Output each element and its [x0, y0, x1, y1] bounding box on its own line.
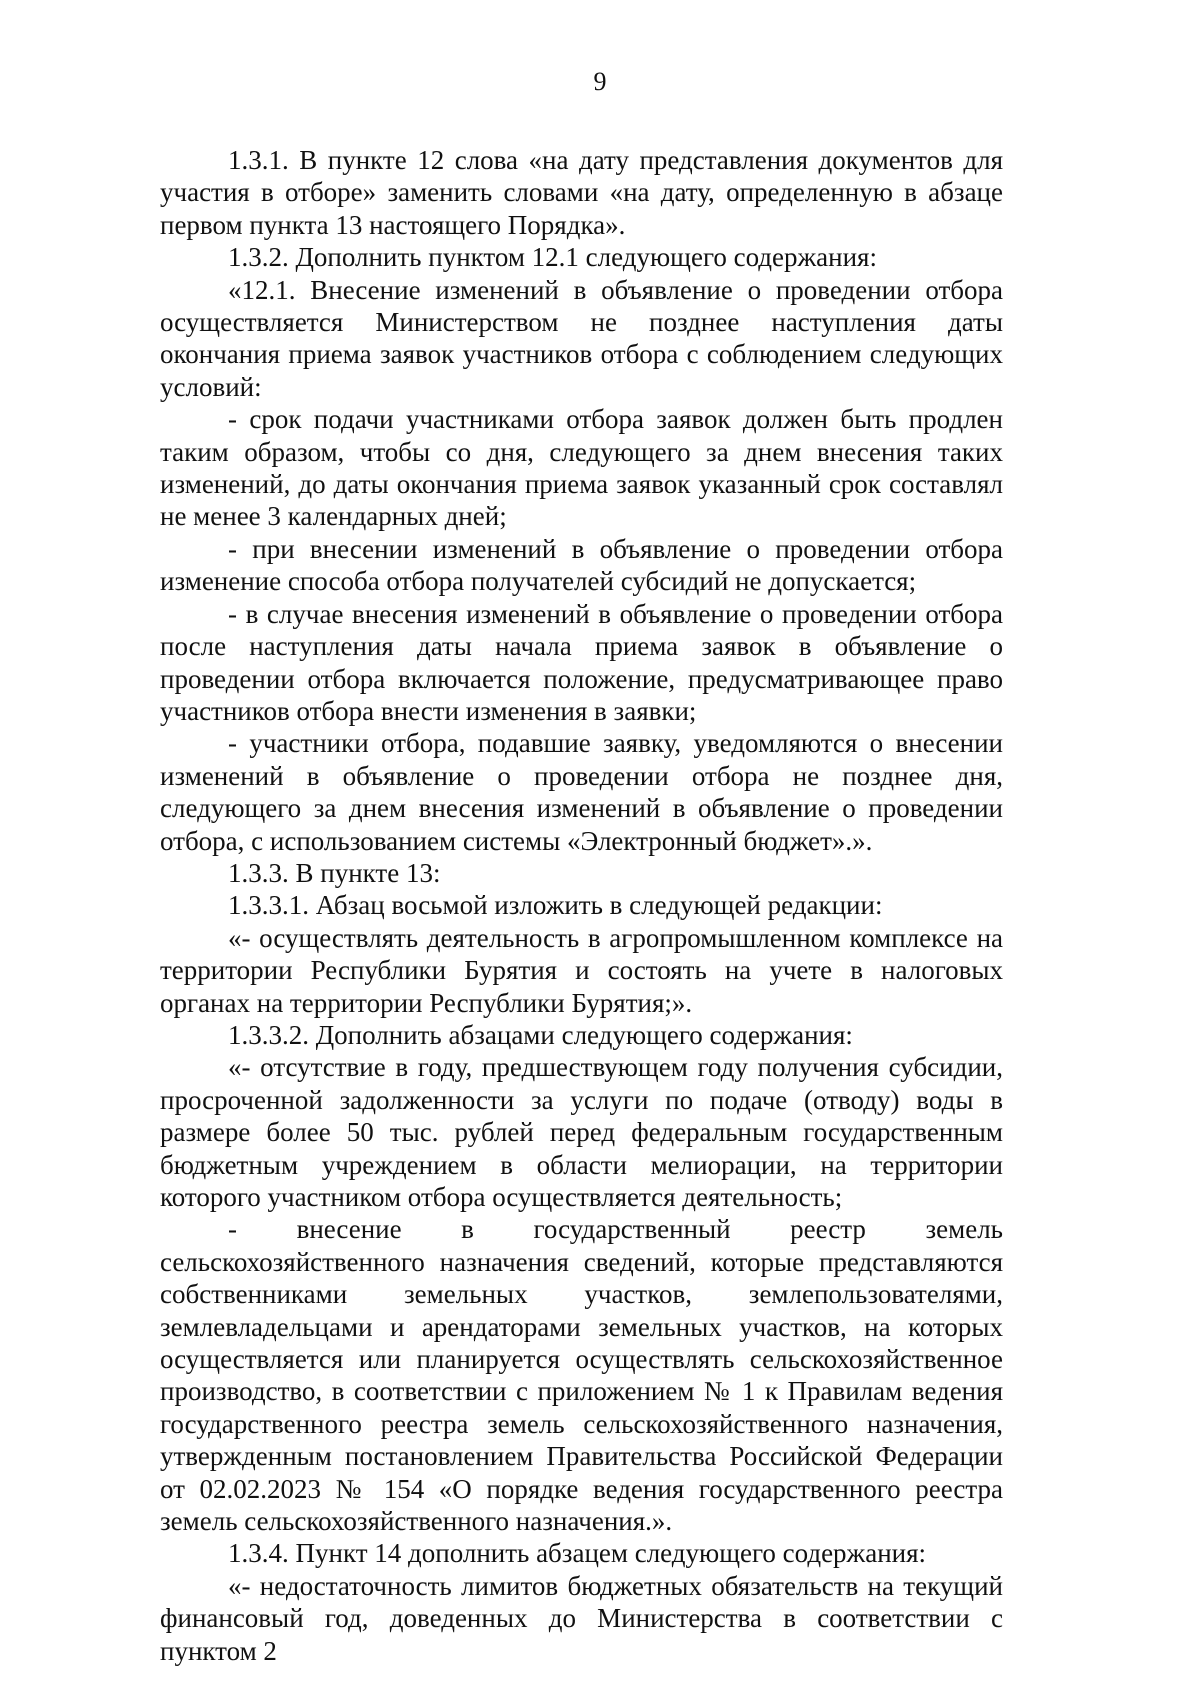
paragraph-1-3-3-1: 1.3.3.1. Абзац восьмой изложить в следующей редакции:: [228, 890, 883, 921]
list-item-notification: - участники отбора, подавшие заявку, уведомляются о внесении изменений в объявление о проведении отбора не позднее дня, следующего за днем внесения изменений в объявление о проведении отбора, с использованием системы «Электронный бюджет».».: [160, 728, 1003, 856]
paragraph-1-3-3: 1.3.3. В пункте 13:: [228, 857, 441, 888]
document-body: [160, 144, 1003, 1667]
list-item-amend-applications: - в случае внесения изменений в объявление о проведении отбора после наступления даты начала приема заявок в объявление о проведении отбора включается положение, предусматривающее право участников отбора внести изменения в заявки;: [160, 598, 1003, 726]
list-item-agro-activity: «- осуществлять деятельность в агропромышленном комплексе на территории Республики Бурятия и состоять на учете в налоговых органах на территории Республики Бурятия;».: [160, 922, 1003, 1018]
paragraph-12-1-intro: «12.1. Внесение изменений в объявление о проведении отбора осуществляется Министерством не позднее наступления даты окончания приема заявок участников отбора с соблюдением следующих условий:: [160, 274, 1003, 402]
paragraph-1-3-1: 1.3.1. В пункте 12 слова «на дату представления документов для участия в отборе» заменить словами «на дату, определенную в абзаце первом пункта 13 настоящего Порядка».: [160, 145, 1003, 240]
paragraph-1-3-2: 1.3.2. Дополнить пунктом 12.1 следующего содержания:: [228, 242, 877, 273]
list-item-deadline-extension: - срок подачи участниками отбора заявок должен быть продлен таким образом, чтобы со дня, следующего за днем внесения таких изменений, до даты окончания приема заявок указанный срок составлял не менее 3 календарных дней;: [160, 404, 1003, 532]
paragraph-1-3-4: 1.3.4. Пункт 14 дополнить абзацем следующего содержания:: [228, 1538, 927, 1569]
list-item-method-change: - при внесении изменений в объявление о проведении отбора изменение способа отбора получателей субсидий не допускается;: [160, 533, 1003, 597]
list-item-budget-limits: «- недостаточность лимитов бюджетных обязательств на текущий финансовый год, доведенных до Министерства в соответствии с пунктом 2: [160, 1570, 1003, 1666]
paragraph-1-3-3-2: 1.3.3.2. Дополнить абзацами следующего содержания:: [228, 1019, 853, 1050]
list-item-land-registry: - внесение в государственный реестр земель сельскохозяйственного назначения сведений, которые представляются собственниками земельных участков, землепользователями, землевладельцами и арендаторами земельных участков, на которых осуществляется или планируется осуществлять сельскохозяйственное производство, в соответствии с приложением № 1 к Правилам ведения государственного реестра земель сельскохозяйственного назначения, утвержденным постановлением Правительства Российской Федерации от 02.02.2023 № 154 «О порядке ведения государственного реестра земель сельскохозяйственного назначения.».: [160, 1214, 1003, 1537]
page-number: 9: [593, 67, 607, 96]
list-item-water-debt: «- отсутствие в году, предшествующем году получения субсидии, просроченной задолженности за услуги по подаче (отводу) воды в размере более 50 тыс. рублей перед федеральным государственным бюджетным учреждением в области мелиорации, на территории которого участником отбора осуществляется деятельность;: [160, 1052, 1003, 1212]
